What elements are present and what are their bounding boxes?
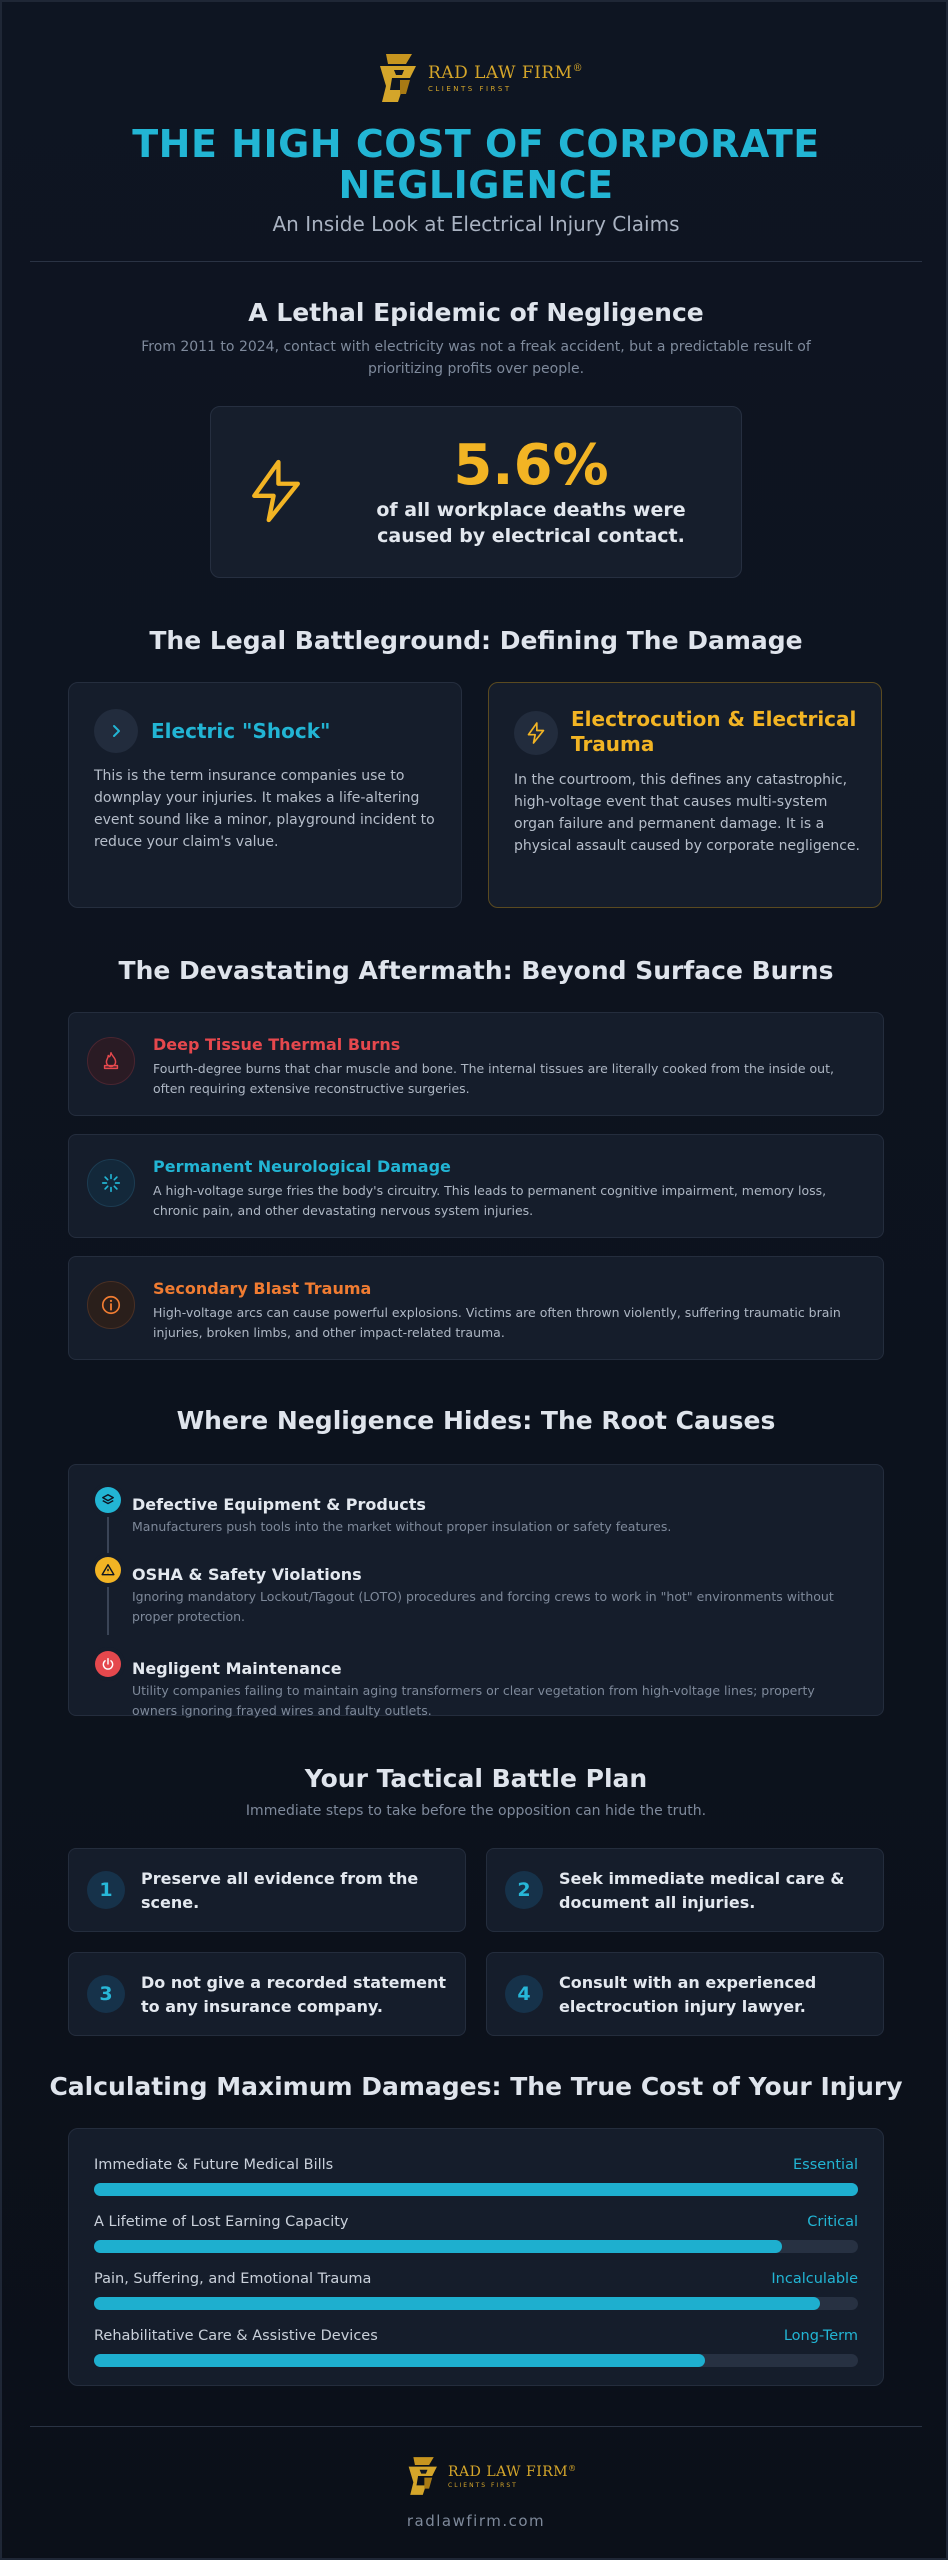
step-text: Consult with an experienced electrocution injury lawyer. (559, 1973, 817, 2016)
damage-bar-track (94, 2297, 858, 2310)
timeline-connector (107, 1575, 109, 1635)
definition-card-electrocution (488, 682, 882, 908)
brand-tagline: CLIENTS FIRST (428, 85, 512, 93)
page-title (2, 124, 948, 206)
cause-title: OSHA & Safety Violations (132, 1565, 362, 1584)
footer-logo[interactable] (402, 2454, 577, 2498)
power-icon (95, 1651, 121, 1677)
definition-body: In the courtroom, this defines any catastrophic, high-voltage event that causes multi-system organ failure and permanent damage. It is a physical assault caused by corporate negligence. (514, 772, 860, 854)
loader-icon (87, 1159, 135, 1207)
stat-line-2: caused by electrical contact. (377, 525, 685, 547)
aftermath-card-neuro (68, 1134, 884, 1238)
aftermath-heading: The Devastating Aftermath: Beyond Surface Burns (118, 956, 834, 985)
step-number: 3 (87, 1975, 125, 2013)
aftermath-title: Permanent Neurological Damage (153, 1157, 451, 1176)
chevron-right-icon (94, 709, 138, 753)
damage-status: Essential (792, 2157, 858, 2173)
cause-title: Negligent Maintenance (132, 1659, 342, 1678)
damage-label: A Lifetime of Lost Earning Capacity (94, 2214, 349, 2230)
header-logo[interactable] (372, 50, 583, 106)
definition-body: This is the term insurance companies use to downplay your injuries. It makes a life-altering event sound like a minor, playground incident to reduce your claim's value. (94, 768, 435, 850)
brand-name: RAD LAW FIRM® (448, 2463, 577, 2480)
cause-body: Utility companies failing to maintain aging transformers or clear vegetation from high-voltage lines; property owners ignoring frayed wires and faulty outlets. (132, 1683, 815, 1718)
aftermath-body: A high-voltage surge fries the body's circuitry. This leads to permanent cognitive impairment, memory loss, chronic pain, and other devastating nervous system injuries. (153, 1183, 827, 1218)
warning-icon (95, 1557, 121, 1583)
title-line-1: THE HIGH COST OF CORPORATE (132, 122, 820, 166)
plan-step (486, 1952, 884, 2036)
damage-status: Long-Term (783, 2328, 858, 2344)
stat-description (341, 497, 721, 549)
cause-body: Ignoring mandatory Lockout/Tagout (LOTO) procedures and forcing crews to work in "hot" environments without proper protection. (132, 1589, 834, 1624)
step-text: Seek immediate medical care & document all injuries. (559, 1869, 845, 1912)
logo-mark-icon (372, 50, 422, 106)
definition-card-shock (68, 682, 462, 908)
damage-row (94, 2328, 858, 2372)
plan-step (68, 1848, 466, 1932)
step-text: Preserve all evidence from the scene. (141, 1869, 419, 1912)
aftermath-title: Deep Tissue Thermal Burns (153, 1035, 401, 1054)
definition-title-line-2: Trauma (571, 732, 655, 756)
plan-step (486, 1848, 884, 1932)
damage-bar-fill (94, 2297, 820, 2310)
cause-body: Manufacturers push tools into the market without proper insulation or safety features. (132, 1519, 672, 1534)
causes-heading: Where Negligence Hides: The Root Causes (176, 1406, 776, 1435)
layers-icon (95, 1487, 121, 1513)
damage-bar-track (94, 2354, 858, 2367)
step-number: 1 (87, 1871, 125, 1909)
bolt-icon (514, 711, 558, 755)
page-subtitle: An Inside Look at Electrical Injury Claims (272, 212, 680, 236)
plan-heading: Your Tactical Battle Plan (304, 1764, 648, 1793)
plan-intro: Immediate steps to take before the opposition can hide the truth. (245, 1803, 707, 1819)
damage-status: Incalculable (771, 2271, 858, 2287)
definition-title (571, 707, 856, 757)
epidemic-heading: A Lethal Epidemic of Negligence (248, 298, 704, 327)
stat-card (210, 406, 742, 578)
damage-bar-track (94, 2183, 858, 2196)
aftermath-card-burns (68, 1012, 884, 1116)
bolt-icon (247, 459, 305, 523)
damage-bar-fill (94, 2354, 705, 2367)
battleground-heading: The Legal Battleground: Defining The Damage (149, 626, 803, 655)
damage-bar-fill (94, 2183, 858, 2196)
logo-mark-icon (402, 2454, 442, 2498)
footer-url-link[interactable]: radlawfirm.com (406, 2512, 546, 2530)
damages-heading: Calculating Maximum Damages: The True Cost of Your Injury (49, 2072, 903, 2101)
aftermath-card-blast (68, 1256, 884, 1360)
damage-bar-track (94, 2240, 858, 2253)
title-line-2: NEGLIGENCE (338, 163, 614, 207)
brand-name: RAD LAW FIRM® (428, 63, 584, 83)
brand-tagline: CLIENTS FIRST (448, 2481, 518, 2489)
damage-label: Immediate & Future Medical Bills (94, 2157, 334, 2173)
stat-line-1: of all workplace deaths were (376, 499, 686, 521)
definition-title: Electric "Shock" (151, 719, 331, 743)
damage-bar-fill (94, 2240, 782, 2253)
damage-label: Rehabilitative Care & Assistive Devices (94, 2328, 378, 2344)
plan-step (68, 1952, 466, 2036)
definition-title-line-1: Electrocution & Electrical (571, 707, 857, 731)
cause-title: Defective Equipment & Products (132, 1495, 426, 1514)
aftermath-body: High-voltage arcs can cause powerful explosions. Victims are often thrown violently, suffering traumatic brain injuries, broken limbs, and other impact-related trauma. (153, 1305, 841, 1340)
damage-row (94, 2214, 858, 2258)
damages-card (68, 2128, 884, 2386)
epidemic-intro: From 2011 to 2024, contact with electricity was not a freak accident, but a predictable result of prioritizing profits over people. (141, 339, 811, 377)
header-divider (30, 261, 922, 262)
footer-divider (30, 2426, 922, 2427)
damage-label: Pain, Suffering, and Emotional Trauma (94, 2271, 372, 2287)
damage-row (94, 2157, 858, 2201)
step-number: 2 (505, 1871, 543, 1909)
aftermath-title: Secondary Blast Trauma (153, 1279, 372, 1298)
step-number: 4 (505, 1975, 543, 2013)
info-icon (87, 1281, 135, 1329)
aftermath-body: Fourth-degree burns that char muscle and bone. The internal tissues are literally cooked from the inside out, often requiring extensive reconstructive surgeries. (153, 1061, 834, 1096)
step-text: Do not give a recorded statement to any insurance company. (141, 1973, 447, 2016)
damage-row (94, 2271, 858, 2315)
causes-card (68, 1464, 884, 1716)
flame-icon (87, 1037, 135, 1085)
damage-status: Critical (807, 2214, 858, 2230)
stat-value: 5.6% (453, 433, 609, 498)
